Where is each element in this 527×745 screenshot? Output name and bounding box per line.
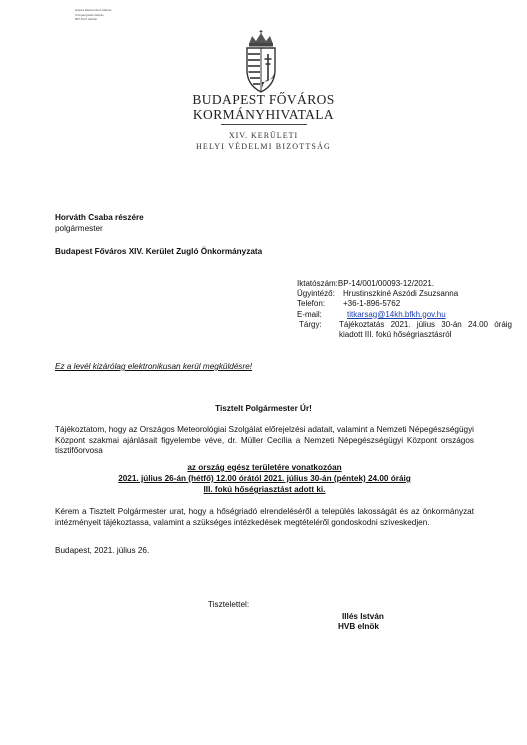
coat-of-arms-icon (238, 30, 284, 94)
stamp-line: Hiteles Elektronikus Aláírás (75, 8, 112, 12)
phone-value: +36-1-896-5762 (343, 299, 401, 309)
subject-row (297, 320, 512, 340)
recipient-name: Horváth Csaba részére (55, 213, 144, 222)
highlight-line-2: 2021. július 26-án (hétfő) 12.00 órától 2021. július 30-án (péntek) 24.00 óráig (118, 474, 411, 483)
committee-name: HELYI VÉDELMI BIZOTTSÁG (195, 142, 332, 151)
subject-label: Tárgy: (299, 319, 322, 329)
organization-name: BUDAPEST FŐVÁROS (192, 92, 335, 107)
phone-label: Telefon: (297, 299, 326, 309)
reference-label: Iktatószám: (297, 279, 338, 288)
greeting: Tisztelt Polgármester Úr! (215, 404, 312, 413)
officer-value: Hrustinszkiné Aszódi Zsuzsanna (343, 289, 459, 299)
delivery-notice: Ez a levél kizárólag elektronikusan kerül megküldésre! (55, 362, 253, 371)
subject-value: Tájékoztatás 2021. július 30-án 24.00 óráig kiadott III. fokú hőségriasztásról (339, 319, 512, 340)
closing: Tisztelettel: (208, 600, 250, 609)
reference-row (297, 279, 512, 289)
signature-stamp (75, 8, 155, 22)
document-metadata (297, 279, 512, 340)
email-label: E-mail: (297, 309, 322, 319)
signer-name: Illés István (342, 612, 384, 621)
officer-label: Ügyintéző: (297, 289, 335, 299)
document-date: Budapest, 2021. július 26. (55, 546, 150, 555)
highlight-line-1: az ország egész területére vonatkozóan (187, 463, 342, 472)
stamp-line: Közigazgatási Aláírás (75, 12, 104, 17)
phone-row (297, 299, 512, 309)
paragraph-2: Kérem a Tisztelt Polgármester urat, hogy a hőségriadó elrendeléséről a település lakosságát és az önkormányzat intézményeit tájékoztassa, valamint a szükséges intézkedések megtételéről gondoskodni szíveskedjen. (55, 507, 474, 527)
signer-role: HVB elnök (338, 622, 379, 631)
officer-row (297, 289, 512, 299)
organization-name-line2: KORMÁNYHIVATALA (192, 107, 335, 122)
stamp-line: BPI-DCS aláírás (75, 17, 98, 22)
paragraph-1: Tájékoztatom, hogy az Országos Meteorológiai Szolgálat előrejelzési adatait, valamint a Nemzeti Népegészségügyi Központ szakmai ajánlásait figyelembe véve, dr. Müller Cecília a Nemzeti Népegészségügyi Központ országos tisztifőorvosa (55, 425, 474, 455)
email-link[interactable]: titkarsag@14kh.bfkh.gov.hu (347, 309, 446, 319)
department-name: XIV. KERÜLETI (228, 131, 299, 140)
email-row (297, 310, 512, 320)
recipient-title: polgármester (55, 224, 103, 233)
reference-value: BP-14/001/00093-12/2021. (337, 279, 434, 288)
highlight-line-3: III. fokú hőségriasztást adott ki. (203, 485, 326, 494)
recipient-organization: Budapest Főváros XIV. Kerület Zugló Önkormányzata (55, 247, 263, 256)
